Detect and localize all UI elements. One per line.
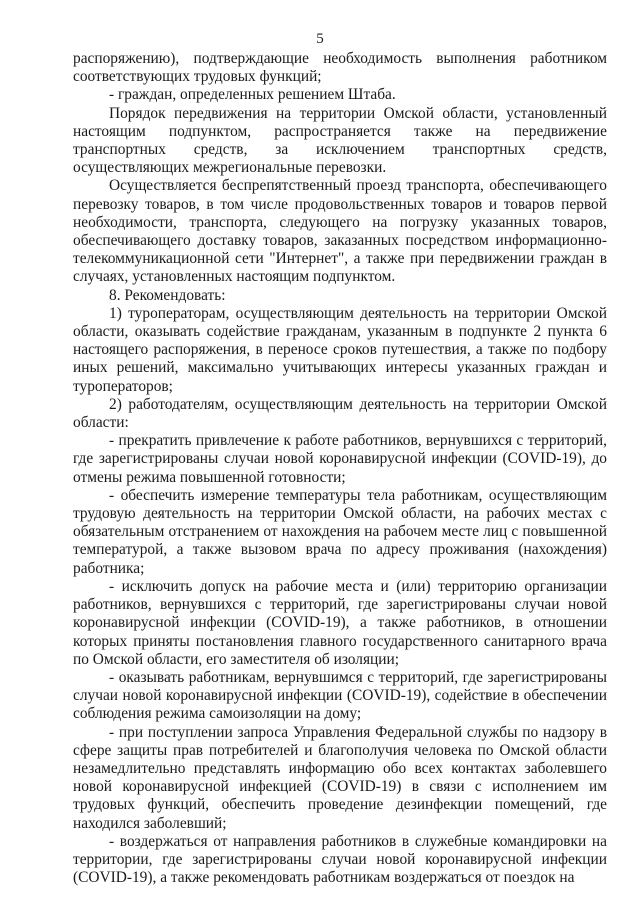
paragraph-transport-passage: Осуществляется беспрепятственный проезд транспорта, обеспечивающего перевозку товаров, в том числе продовольственных товаров и товаров первой необходимости, транспорта, следующего на погрузку указанных товаров, обеспечивающего доставку товаров, заказанных посредством информационно-телекоммуникационной сети "Интернет", а также при передвижении граждан в случаях, установленных настоящим подпунктом. xyxy=(73,177,607,286)
paragraph-movement-procedure: Порядок передвижения на территории Омской области, установленный настоящим подпунктом, распространяется также на передвижение транспортных средств, за исключением транспортных средств, осуществляющих межрегиональные перевозки. xyxy=(73,104,607,177)
page-number: 5 xyxy=(316,31,324,47)
paragraph-business-trips: - воздержаться от направления работников в служебные командировки на территории, где зарегистрированы случаи новой коронавирусной инфекции (COVID-19), а также рекомендовать работникам воздержаться от поездок на xyxy=(73,832,607,887)
paragraph-stop-attracting-workers: - прекратить привлечение к работе работников, вернувшихся с территорий, где зарегистрированы случаи новой коронавирусной инфекции (COVID-19), до отмены режима повышенной готовности; xyxy=(73,432,607,486)
paragraph-exclude-access: - исключить допуск на рабочие места и (или) территорию организации работников, вернувшихся с территорий, где зарегистрированы случаи новой коронавирусной инфекции (COVID-19), а также работников, в отношении которых приняты постановления главного государственного санитарного врача по Омской области, его заместителя об изоляции; xyxy=(73,577,607,668)
paragraph-temperature-measurement: - обеспечить измерение температуры тела работникам, осуществляющим трудовую деятельность на территории Омской области, на рабочих местах с обязательным отстранением от нахождения на рабочем месте лиц с повышенной температурой, а также вызовом врача по адресу проживания (нахождения) работника; xyxy=(73,486,607,577)
paragraph-self-isolation-assistance: - оказывать работникам, вернувшимся с территорий, где зарегистрированы случаи новой коронавирусной инфекции (COVID-19), содействие в обеспечении соблюдения режима самоизоляции на дому; xyxy=(73,668,607,723)
paragraph-continuation: распоряжению), подтверждающие необходимость выполнения работником соответствующих трудовых функций; xyxy=(73,50,607,86)
paragraph-tour-operators: 1) туроператорам, осуществляющим деятельность на территории Омской области, оказывать содействие гражданам, указанным в подпункте 2 пункта 6 настоящего распоряжения, в переносе сроков путешествия, а также по подбору иных решений, максимально учитывающих интересы указанных граждан и туроператоров; xyxy=(73,304,607,395)
document-body xyxy=(73,50,607,887)
paragraph-headquarters-citizens: - граждан, определенных решением Штаба. xyxy=(109,86,396,104)
paragraph-contacts-information: - при поступлении запроса Управления Федеральной службы по надзору в сфере защиты прав потребителей и благополучия человека по Омской области незамедлительно представлять информацию обо всех контактах заболевшего новой коронавирусной инфекцией (COVID-19) в связи с исполнением им трудовых функций, обеспечить проведение дезинфекции помещений, где находился заболевший; xyxy=(73,723,607,832)
paragraph-item-8-heading: 8. Рекомендовать: xyxy=(109,286,226,304)
paragraph-employers: 2) работодателям, осуществляющим деятельность на территории Омской области: xyxy=(73,395,607,432)
